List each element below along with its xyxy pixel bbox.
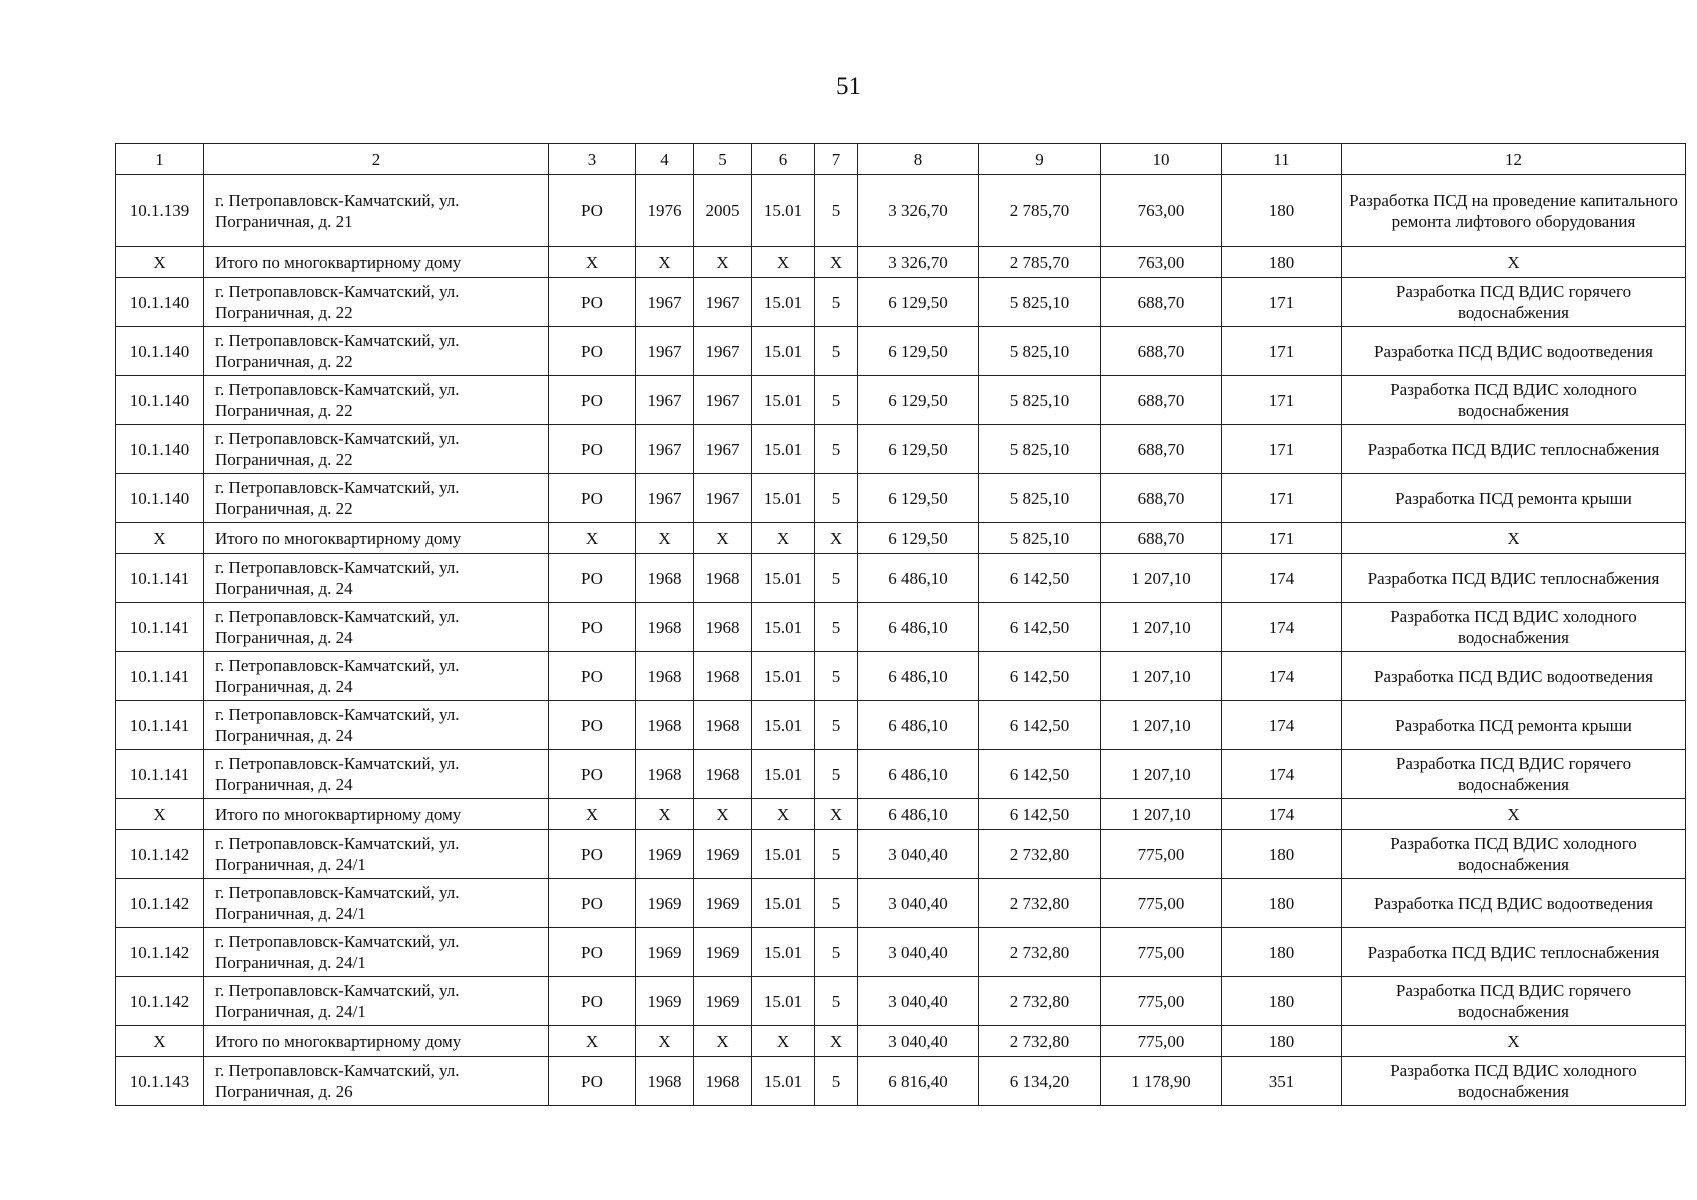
owner-cell: РО bbox=[549, 278, 636, 327]
work-type-cell: Разработка ПСД ВДИС водоотведения bbox=[1342, 652, 1686, 701]
living-area-cell: 5 825,10 bbox=[979, 523, 1101, 554]
work-type-cell: Разработка ПСД ВДИС водоотведения bbox=[1342, 327, 1686, 376]
code-cell: 15.01 bbox=[752, 701, 815, 750]
address-cell: г. Петропавловск-Камчатский, ул. Пограничная, д. 24 bbox=[204, 652, 549, 701]
column-header: 2 bbox=[204, 144, 549, 175]
nonliving-area-cell: 688,70 bbox=[1101, 523, 1222, 554]
works-table bbox=[115, 143, 1686, 1106]
row-number-cell: 10.1.140 bbox=[116, 474, 204, 523]
renovation-year-cell: X bbox=[694, 799, 752, 830]
address-cell: г. Петропавловск-Камчатский, ул. Пограничная, д. 24 bbox=[204, 554, 549, 603]
address-cell: Итого по многоквартирному дому bbox=[204, 523, 549, 554]
nonliving-area-cell: 1 207,10 bbox=[1101, 750, 1222, 799]
build-year-cell: 1969 bbox=[636, 830, 694, 879]
build-year-cell: 1968 bbox=[636, 603, 694, 652]
work-type-cell: Разработка ПСД ВДИС теплоснабжения bbox=[1342, 425, 1686, 474]
total-area-cell: 3 326,70 bbox=[858, 247, 979, 278]
address-cell: г. Петропавловск-Камчатский, ул. Пограничная, д. 22 bbox=[204, 278, 549, 327]
build-year-cell: 1969 bbox=[636, 928, 694, 977]
nonliving-area-cell: 763,00 bbox=[1101, 175, 1222, 247]
total-row bbox=[116, 799, 1686, 830]
nonliving-area-cell: 775,00 bbox=[1101, 830, 1222, 879]
total-area-cell: 6 129,50 bbox=[858, 523, 979, 554]
total-row bbox=[116, 247, 1686, 278]
nonliving-area-cell: 763,00 bbox=[1101, 247, 1222, 278]
nonliving-area-cell: 688,70 bbox=[1101, 474, 1222, 523]
nonliving-area-cell: 1 207,10 bbox=[1101, 799, 1222, 830]
floors-cell: 5 bbox=[815, 879, 858, 928]
owner-cell: РО bbox=[549, 928, 636, 977]
row-number-cell: 10.1.142 bbox=[116, 928, 204, 977]
owner-cell: РО bbox=[549, 830, 636, 879]
living-area-cell: 6 142,50 bbox=[979, 652, 1101, 701]
row-number-cell: 10.1.141 bbox=[116, 750, 204, 799]
living-area-cell: 6 142,50 bbox=[979, 603, 1101, 652]
floors-cell: 5 bbox=[815, 554, 858, 603]
code-cell: 15.01 bbox=[752, 830, 815, 879]
code-cell: 15.01 bbox=[752, 750, 815, 799]
address-cell: г. Петропавловск-Камчатский, ул. Пограничная, д. 24/1 bbox=[204, 830, 549, 879]
table-row bbox=[116, 750, 1686, 799]
nonliving-area-cell: 1 178,90 bbox=[1101, 1057, 1222, 1106]
nonliving-area-cell: 1 207,10 bbox=[1101, 603, 1222, 652]
floors-cell: 5 bbox=[815, 425, 858, 474]
build-year-cell: X bbox=[636, 247, 694, 278]
table-row bbox=[116, 278, 1686, 327]
total-area-cell: 3 040,40 bbox=[858, 879, 979, 928]
work-type-cell: X bbox=[1342, 1026, 1686, 1057]
total-row bbox=[116, 1026, 1686, 1057]
nonliving-area-cell: 1 207,10 bbox=[1101, 554, 1222, 603]
table-row bbox=[116, 830, 1686, 879]
table-row bbox=[116, 425, 1686, 474]
build-year-cell: 1968 bbox=[636, 652, 694, 701]
column-header: 5 bbox=[694, 144, 752, 175]
total-area-cell: 6 486,10 bbox=[858, 603, 979, 652]
total-area-cell: 3 326,70 bbox=[858, 175, 979, 247]
table-row bbox=[116, 652, 1686, 701]
table-row bbox=[116, 554, 1686, 603]
column-header: 12 bbox=[1342, 144, 1686, 175]
address-cell: г. Петропавловск-Камчатский, ул. Пограничная, д. 24/1 bbox=[204, 879, 549, 928]
residents-cell: 180 bbox=[1222, 175, 1342, 247]
renovation-year-cell: 1968 bbox=[694, 701, 752, 750]
code-cell: 15.01 bbox=[752, 474, 815, 523]
code-cell: X bbox=[752, 1026, 815, 1057]
renovation-year-cell: X bbox=[694, 523, 752, 554]
living-area-cell: 2 785,70 bbox=[979, 175, 1101, 247]
living-area-cell: 2 732,80 bbox=[979, 977, 1101, 1026]
renovation-year-cell: 1968 bbox=[694, 750, 752, 799]
work-type-cell: X bbox=[1342, 799, 1686, 830]
column-header: 9 bbox=[979, 144, 1101, 175]
residents-cell: 174 bbox=[1222, 799, 1342, 830]
work-type-cell: X bbox=[1342, 247, 1686, 278]
residents-cell: 171 bbox=[1222, 474, 1342, 523]
nonliving-area-cell: 775,00 bbox=[1101, 977, 1222, 1026]
address-cell: Итого по многоквартирному дому bbox=[204, 247, 549, 278]
renovation-year-cell: 1968 bbox=[694, 554, 752, 603]
living-area-cell: 2 732,80 bbox=[979, 830, 1101, 879]
code-cell: 15.01 bbox=[752, 376, 815, 425]
column-header: 10 bbox=[1101, 144, 1222, 175]
residents-cell: 171 bbox=[1222, 523, 1342, 554]
address-cell: г. Петропавловск-Камчатский, ул. Пограничная, д. 22 bbox=[204, 376, 549, 425]
table-row bbox=[116, 1057, 1686, 1106]
owner-cell: X bbox=[549, 247, 636, 278]
build-year-cell: 1969 bbox=[636, 977, 694, 1026]
living-area-cell: 6 142,50 bbox=[979, 750, 1101, 799]
owner-cell: РО bbox=[549, 977, 636, 1026]
nonliving-area-cell: 688,70 bbox=[1101, 425, 1222, 474]
residents-cell: 174 bbox=[1222, 554, 1342, 603]
address-cell: г. Петропавловск-Камчатский, ул. Пограничная, д. 22 bbox=[204, 425, 549, 474]
floors-cell: X bbox=[815, 1026, 858, 1057]
nonliving-area-cell: 688,70 bbox=[1101, 376, 1222, 425]
column-header: 1 bbox=[116, 144, 204, 175]
floors-cell: X bbox=[815, 799, 858, 830]
table-row bbox=[116, 474, 1686, 523]
build-year-cell: 1968 bbox=[636, 750, 694, 799]
total-area-cell: 3 040,40 bbox=[858, 1026, 979, 1057]
address-cell: г. Петропавловск-Камчатский, ул. Пограничная, д. 24/1 bbox=[204, 977, 549, 1026]
floors-cell: 5 bbox=[815, 474, 858, 523]
renovation-year-cell: 1969 bbox=[694, 879, 752, 928]
nonliving-area-cell: 775,00 bbox=[1101, 879, 1222, 928]
total-area-cell: 6 129,50 bbox=[858, 425, 979, 474]
build-year-cell: 1968 bbox=[636, 701, 694, 750]
work-type-cell: Разработка ПСД ВДИС горячего водоснабжения bbox=[1342, 278, 1686, 327]
total-area-cell: 6 816,40 bbox=[858, 1057, 979, 1106]
floors-cell: 5 bbox=[815, 603, 858, 652]
column-header: 7 bbox=[815, 144, 858, 175]
living-area-cell: 2 732,80 bbox=[979, 928, 1101, 977]
total-area-cell: 3 040,40 bbox=[858, 830, 979, 879]
table-row bbox=[116, 603, 1686, 652]
renovation-year-cell: 1967 bbox=[694, 474, 752, 523]
work-type-cell: Разработка ПСД ВДИС холодного водоснабжения bbox=[1342, 1057, 1686, 1106]
work-type-cell: Разработка ПСД ремонта крыши bbox=[1342, 701, 1686, 750]
row-number-cell: 10.1.140 bbox=[116, 376, 204, 425]
row-number-cell: 10.1.140 bbox=[116, 278, 204, 327]
header-row bbox=[116, 144, 1686, 175]
row-number-cell: 10.1.141 bbox=[116, 652, 204, 701]
work-type-cell: Разработка ПСД ВДИС горячего водоснабжения bbox=[1342, 977, 1686, 1026]
row-number-cell: X bbox=[116, 523, 204, 554]
floors-cell: 5 bbox=[815, 327, 858, 376]
code-cell: 15.01 bbox=[752, 278, 815, 327]
owner-cell: РО bbox=[549, 327, 636, 376]
code-cell: 15.01 bbox=[752, 175, 815, 247]
total-area-cell: 3 040,40 bbox=[858, 977, 979, 1026]
nonliving-area-cell: 688,70 bbox=[1101, 278, 1222, 327]
table-row bbox=[116, 879, 1686, 928]
living-area-cell: 2 732,80 bbox=[979, 1026, 1101, 1057]
row-number-cell: 10.1.141 bbox=[116, 603, 204, 652]
build-year-cell: 1967 bbox=[636, 376, 694, 425]
work-type-cell: Разработка ПСД ВДИС холодного водоснабжения bbox=[1342, 376, 1686, 425]
code-cell: 15.01 bbox=[752, 1057, 815, 1106]
total-area-cell: 6 486,10 bbox=[858, 701, 979, 750]
work-type-cell: X bbox=[1342, 523, 1686, 554]
living-area-cell: 6 142,50 bbox=[979, 701, 1101, 750]
residents-cell: 180 bbox=[1222, 247, 1342, 278]
code-cell: X bbox=[752, 247, 815, 278]
row-number-cell: X bbox=[116, 799, 204, 830]
total-area-cell: 6 486,10 bbox=[858, 799, 979, 830]
address-cell: Итого по многоквартирному дому bbox=[204, 799, 549, 830]
row-number-cell: 10.1.142 bbox=[116, 977, 204, 1026]
total-area-cell: 6 486,10 bbox=[858, 750, 979, 799]
floors-cell: 5 bbox=[815, 376, 858, 425]
floors-cell: 5 bbox=[815, 750, 858, 799]
build-year-cell: 1968 bbox=[636, 554, 694, 603]
floors-cell: 5 bbox=[815, 830, 858, 879]
build-year-cell: 1967 bbox=[636, 425, 694, 474]
renovation-year-cell: 1967 bbox=[694, 425, 752, 474]
total-area-cell: 6 129,50 bbox=[858, 278, 979, 327]
code-cell: 15.01 bbox=[752, 554, 815, 603]
residents-cell: 171 bbox=[1222, 376, 1342, 425]
floors-cell: 5 bbox=[815, 278, 858, 327]
owner-cell: РО bbox=[549, 425, 636, 474]
living-area-cell: 6 142,50 bbox=[979, 554, 1101, 603]
residents-cell: 180 bbox=[1222, 1026, 1342, 1057]
residents-cell: 171 bbox=[1222, 278, 1342, 327]
owner-cell: РО bbox=[549, 701, 636, 750]
build-year-cell: X bbox=[636, 799, 694, 830]
total-area-cell: 6 129,50 bbox=[858, 376, 979, 425]
renovation-year-cell: X bbox=[694, 1026, 752, 1057]
floors-cell: X bbox=[815, 247, 858, 278]
renovation-year-cell: 1969 bbox=[694, 977, 752, 1026]
owner-cell: РО bbox=[549, 1057, 636, 1106]
total-area-cell: 6 486,10 bbox=[858, 652, 979, 701]
address-cell: г. Петропавловск-Камчатский, ул. Пограничная, д. 24 bbox=[204, 701, 549, 750]
build-year-cell: 1976 bbox=[636, 175, 694, 247]
living-area-cell: 2 732,80 bbox=[979, 879, 1101, 928]
living-area-cell: 6 142,50 bbox=[979, 799, 1101, 830]
renovation-year-cell: 1969 bbox=[694, 928, 752, 977]
total-area-cell: 3 040,40 bbox=[858, 928, 979, 977]
table-row bbox=[116, 175, 1686, 247]
code-cell: X bbox=[752, 523, 815, 554]
floors-cell: 5 bbox=[815, 175, 858, 247]
work-type-cell: Разработка ПСД ВДИС горячего водоснабжения bbox=[1342, 750, 1686, 799]
owner-cell: X bbox=[549, 523, 636, 554]
build-year-cell: 1968 bbox=[636, 1057, 694, 1106]
living-area-cell: 5 825,10 bbox=[979, 474, 1101, 523]
code-cell: 15.01 bbox=[752, 977, 815, 1026]
total-area-cell: 6 129,50 bbox=[858, 474, 979, 523]
nonliving-area-cell: 1 207,10 bbox=[1101, 652, 1222, 701]
floors-cell: 5 bbox=[815, 928, 858, 977]
residents-cell: 174 bbox=[1222, 701, 1342, 750]
work-type-cell: Разработка ПСД на проведение капитального ремонта лифтового оборудования bbox=[1342, 175, 1686, 247]
build-year-cell: 1967 bbox=[636, 474, 694, 523]
code-cell: 15.01 bbox=[752, 652, 815, 701]
address-cell: г. Петропавловск-Камчатский, ул. Пограничная, д. 21 bbox=[204, 175, 549, 247]
row-number-cell: 10.1.143 bbox=[116, 1057, 204, 1106]
column-header: 3 bbox=[549, 144, 636, 175]
nonliving-area-cell: 775,00 bbox=[1101, 1026, 1222, 1057]
work-type-cell: Разработка ПСД ремонта крыши bbox=[1342, 474, 1686, 523]
living-area-cell: 5 825,10 bbox=[979, 376, 1101, 425]
work-type-cell: Разработка ПСД ВДИС водоотведения bbox=[1342, 879, 1686, 928]
nonliving-area-cell: 688,70 bbox=[1101, 327, 1222, 376]
living-area-cell: 6 134,20 bbox=[979, 1057, 1101, 1106]
code-cell: 15.01 bbox=[752, 879, 815, 928]
renovation-year-cell: 1968 bbox=[694, 652, 752, 701]
build-year-cell: X bbox=[636, 523, 694, 554]
row-number-cell: X bbox=[116, 247, 204, 278]
residents-cell: 174 bbox=[1222, 603, 1342, 652]
work-type-cell: Разработка ПСД ВДИС холодного водоснабжения bbox=[1342, 830, 1686, 879]
row-number-cell: 10.1.142 bbox=[116, 879, 204, 928]
row-number-cell: 10.1.141 bbox=[116, 554, 204, 603]
nonliving-area-cell: 1 207,10 bbox=[1101, 701, 1222, 750]
table-row bbox=[116, 977, 1686, 1026]
renovation-year-cell: 1968 bbox=[694, 1057, 752, 1106]
code-cell: 15.01 bbox=[752, 425, 815, 474]
living-area-cell: 2 785,70 bbox=[979, 247, 1101, 278]
column-header: 6 bbox=[752, 144, 815, 175]
renovation-year-cell: 1969 bbox=[694, 830, 752, 879]
living-area-cell: 5 825,10 bbox=[979, 425, 1101, 474]
code-cell: X bbox=[752, 799, 815, 830]
living-area-cell: 5 825,10 bbox=[979, 327, 1101, 376]
floors-cell: 5 bbox=[815, 1057, 858, 1106]
owner-cell: РО bbox=[549, 554, 636, 603]
living-area-cell: 5 825,10 bbox=[979, 278, 1101, 327]
owner-cell: РО bbox=[549, 376, 636, 425]
row-number-cell: X bbox=[116, 1026, 204, 1057]
address-cell: г. Петропавловск-Камчатский, ул. Пограничная, д. 22 bbox=[204, 327, 549, 376]
work-type-cell: Разработка ПСД ВДИС холодного водоснабжения bbox=[1342, 603, 1686, 652]
page-number: 51 bbox=[836, 73, 861, 100]
owner-cell: X bbox=[549, 1026, 636, 1057]
residents-cell: 351 bbox=[1222, 1057, 1342, 1106]
work-type-cell: Разработка ПСД ВДИС теплоснабжения bbox=[1342, 554, 1686, 603]
build-year-cell: 1967 bbox=[636, 327, 694, 376]
address-cell: г. Петропавловск-Камчатский, ул. Пограничная, д. 24 bbox=[204, 750, 549, 799]
address-cell: г. Петропавловск-Камчатский, ул. Пограничная, д. 24/1 bbox=[204, 928, 549, 977]
owner-cell: РО bbox=[549, 879, 636, 928]
row-number-cell: 10.1.141 bbox=[116, 701, 204, 750]
address-cell: г. Петропавловск-Камчатский, ул. Пограничная, д. 22 bbox=[204, 474, 549, 523]
row-number-cell: 10.1.139 bbox=[116, 175, 204, 247]
owner-cell: РО bbox=[549, 750, 636, 799]
renovation-year-cell: X bbox=[694, 247, 752, 278]
floors-cell: X bbox=[815, 523, 858, 554]
owner-cell: РО bbox=[549, 652, 636, 701]
floors-cell: 5 bbox=[815, 977, 858, 1026]
table-body bbox=[116, 144, 1686, 1106]
residents-cell: 174 bbox=[1222, 750, 1342, 799]
table-row bbox=[116, 327, 1686, 376]
work-type-cell: Разработка ПСД ВДИС теплоснабжения bbox=[1342, 928, 1686, 977]
residents-cell: 171 bbox=[1222, 425, 1342, 474]
residents-cell: 171 bbox=[1222, 327, 1342, 376]
build-year-cell: X bbox=[636, 1026, 694, 1057]
row-number-cell: 10.1.142 bbox=[116, 830, 204, 879]
nonliving-area-cell: 775,00 bbox=[1101, 928, 1222, 977]
total-area-cell: 6 486,10 bbox=[858, 554, 979, 603]
residents-cell: 180 bbox=[1222, 879, 1342, 928]
build-year-cell: 1967 bbox=[636, 278, 694, 327]
table-row bbox=[116, 376, 1686, 425]
renovation-year-cell: 1968 bbox=[694, 603, 752, 652]
table-row bbox=[116, 928, 1686, 977]
floors-cell: 5 bbox=[815, 701, 858, 750]
code-cell: 15.01 bbox=[752, 928, 815, 977]
owner-cell: РО bbox=[549, 175, 636, 247]
residents-cell: 174 bbox=[1222, 652, 1342, 701]
renovation-year-cell: 1967 bbox=[694, 376, 752, 425]
code-cell: 15.01 bbox=[752, 327, 815, 376]
column-header: 4 bbox=[636, 144, 694, 175]
residents-cell: 180 bbox=[1222, 830, 1342, 879]
total-row bbox=[116, 523, 1686, 554]
row-number-cell: 10.1.140 bbox=[116, 425, 204, 474]
floors-cell: 5 bbox=[815, 652, 858, 701]
total-area-cell: 6 129,50 bbox=[858, 327, 979, 376]
build-year-cell: 1969 bbox=[636, 879, 694, 928]
table-row bbox=[116, 701, 1686, 750]
owner-cell: X bbox=[549, 799, 636, 830]
owner-cell: РО bbox=[549, 474, 636, 523]
renovation-year-cell: 1967 bbox=[694, 327, 752, 376]
column-header: 11 bbox=[1222, 144, 1342, 175]
column-header: 8 bbox=[858, 144, 979, 175]
residents-cell: 180 bbox=[1222, 977, 1342, 1026]
residents-cell: 180 bbox=[1222, 928, 1342, 977]
renovation-year-cell: 2005 bbox=[694, 175, 752, 247]
renovation-year-cell: 1967 bbox=[694, 278, 752, 327]
code-cell: 15.01 bbox=[752, 603, 815, 652]
address-cell: Итого по многоквартирному дому bbox=[204, 1026, 549, 1057]
address-cell: г. Петропавловск-Камчатский, ул. Пограничная, д. 26 bbox=[204, 1057, 549, 1106]
owner-cell: РО bbox=[549, 603, 636, 652]
row-number-cell: 10.1.140 bbox=[116, 327, 204, 376]
address-cell: г. Петропавловск-Камчатский, ул. Пограничная, д. 24 bbox=[204, 603, 549, 652]
